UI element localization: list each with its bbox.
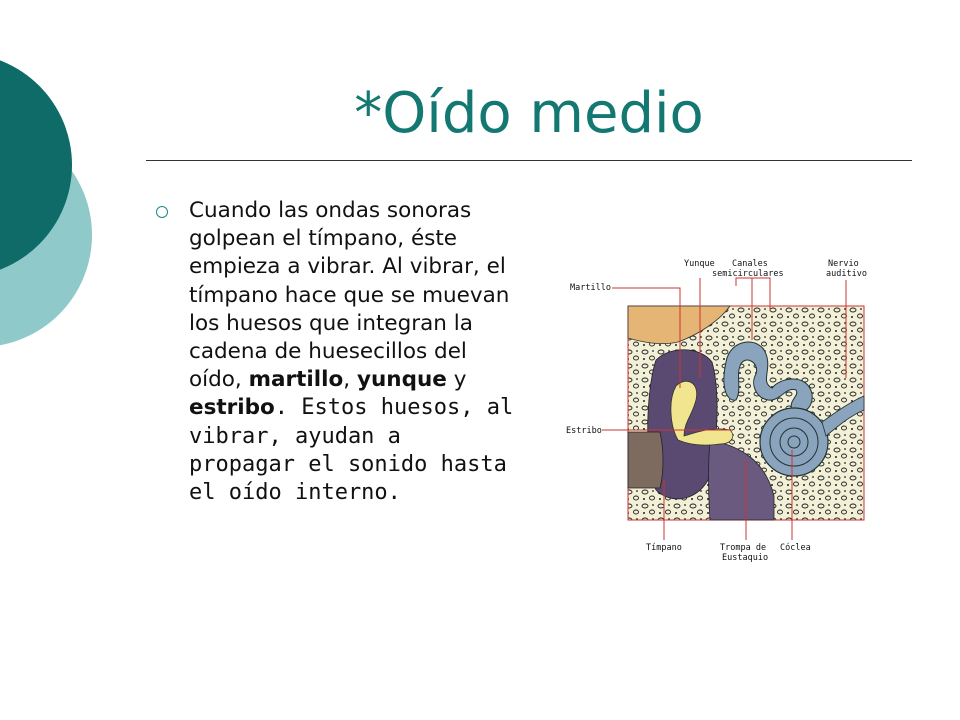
label-trompa-line1: Trompa de xyxy=(720,543,767,553)
term-yunque: yunque xyxy=(356,367,447,393)
label-nervio-line1: Nervio xyxy=(828,259,859,269)
label-trompa-line2: Eustaquio xyxy=(722,553,769,563)
paragraph-ending: . Estos huesos, al vibrar, ayudan a propagar el sonido hasta el oído interno. xyxy=(189,395,514,506)
separator-comma: , xyxy=(343,367,357,393)
separator-y: y xyxy=(446,367,467,393)
bullet-paragraph xyxy=(189,197,519,507)
term-martillo: martillo xyxy=(248,367,344,393)
middle-ear-diagram xyxy=(560,250,880,570)
term-estribo: estribo xyxy=(189,395,275,421)
title-divider xyxy=(146,160,912,161)
label-nervio-line2: auditivo xyxy=(826,269,867,279)
label-yunque: Yunque xyxy=(684,259,715,269)
dark-teal-circle-shape xyxy=(0,53,72,277)
ear-canal-shape xyxy=(628,432,663,488)
label-martillo: Martillo xyxy=(570,283,611,293)
label-canales-line1: Canales xyxy=(732,259,768,269)
hollow-circle-bullet-icon xyxy=(156,206,168,218)
label-coclea: Cóclea xyxy=(780,543,811,553)
light-teal-circle-shape xyxy=(0,123,92,347)
label-estribo: Estribo xyxy=(566,426,602,436)
label-canales-line2: semicirculares xyxy=(712,269,784,279)
slide-title: *Oído medio xyxy=(354,81,704,146)
paragraph-intro: Cuando las ondas sonoras golpean el tímpano, éste empieza a vibrar. Al vibrar, el tímpano hace que se muevan los huesos que integran la cadena de huesecillos del oído, xyxy=(189,198,510,393)
label-timpano: Tímpano xyxy=(646,543,682,553)
